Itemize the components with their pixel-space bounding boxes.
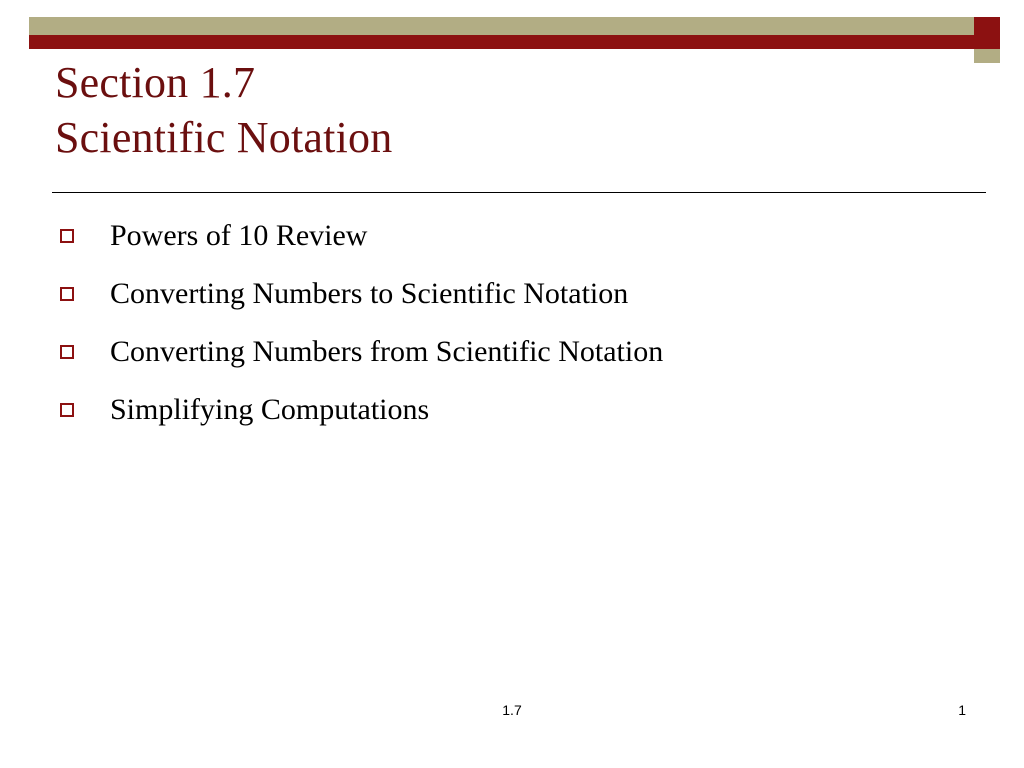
slide-title-line-2: Scientific Notation (55, 113, 393, 162)
list-item-label: Powers of 10 Review (110, 219, 368, 252)
square-outline-bullet-icon (60, 229, 74, 243)
square-outline-bullet-icon (60, 287, 74, 301)
footer-page-number: 1 (958, 702, 966, 718)
title-divider (52, 192, 986, 193)
slide-title-line-1: Section 1.7 (55, 58, 256, 107)
list-item-label: Converting Numbers to Scientific Notation (110, 277, 629, 310)
square-outline-bullet-icon (60, 345, 74, 359)
list-item (60, 328, 980, 386)
list-item-label: Simplifying Computations (110, 393, 430, 426)
list-item-label: Converting Numbers from Scientific Notation (110, 335, 664, 368)
banner-khaki-stripe (29, 17, 974, 35)
slide-title (55, 55, 985, 165)
list-item (60, 212, 980, 270)
banner-maroon-stripe (29, 35, 974, 49)
footer-section-label: 1.7 (502, 702, 522, 718)
square-outline-bullet-icon (60, 403, 74, 417)
banner-maroon-square (974, 17, 1000, 49)
decorative-top-banner (0, 0, 1024, 62)
bullet-list (60, 212, 980, 444)
list-item (60, 270, 980, 328)
list-item (60, 386, 980, 444)
